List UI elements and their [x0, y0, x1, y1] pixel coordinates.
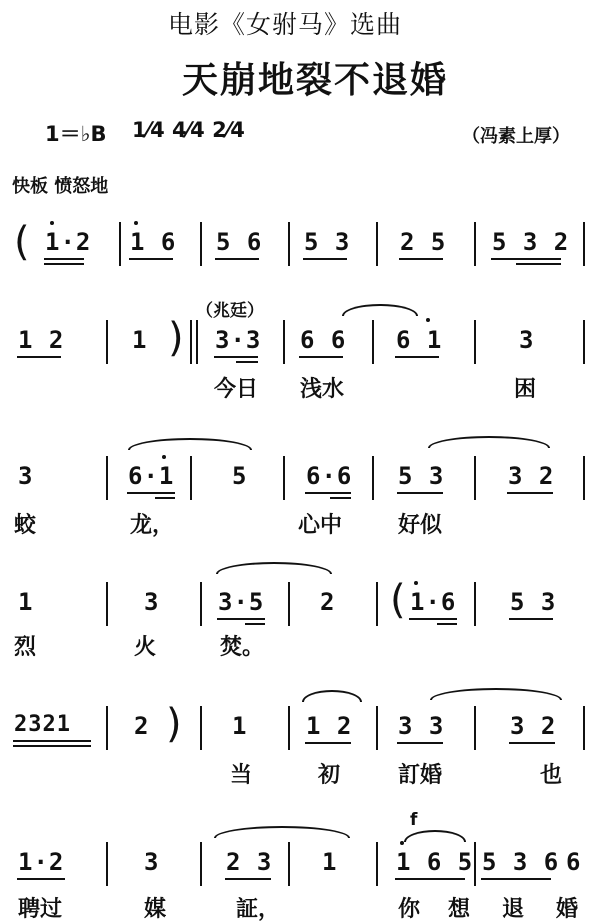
underline — [155, 497, 175, 499]
barline — [200, 706, 202, 750]
lyric: 当 — [230, 762, 253, 788]
slur — [214, 826, 350, 838]
underline — [225, 878, 271, 880]
repeat-paren-close: ) — [168, 315, 184, 361]
barline — [376, 706, 378, 750]
underline — [509, 742, 555, 744]
underline — [13, 740, 91, 742]
underline — [245, 623, 265, 625]
barline — [190, 456, 192, 500]
barline — [200, 842, 202, 886]
note-group: 3 2 — [510, 712, 557, 740]
underline — [44, 263, 84, 265]
underline — [397, 492, 443, 494]
note-group: 5 6 — [216, 228, 263, 256]
slur — [428, 436, 550, 448]
barline — [583, 320, 585, 364]
slur — [128, 438, 252, 450]
note-group: 1 — [232, 712, 248, 740]
note-group: 3 — [144, 588, 160, 616]
octave-dot — [134, 221, 138, 225]
note-group: 1 — [322, 848, 338, 876]
barline — [106, 706, 108, 750]
note-group: 1·6 — [410, 588, 457, 616]
note-group: 3 — [144, 848, 160, 876]
underline — [303, 258, 347, 260]
repeat-paren-open: ( — [14, 219, 30, 265]
barline — [583, 456, 585, 500]
octave-dot — [400, 841, 404, 845]
note-group: 3 — [18, 462, 34, 490]
slur — [404, 830, 466, 842]
note-group: 3·3 — [215, 326, 262, 354]
barline — [200, 222, 202, 266]
note-group: 1·2 — [45, 228, 92, 256]
barline — [288, 222, 290, 266]
note-group: 2 — [134, 712, 150, 740]
octave-dot — [50, 221, 54, 225]
lyric: 初 — [318, 762, 341, 788]
barline — [106, 456, 108, 500]
note-group: 5 3 6 — [482, 848, 560, 876]
barline — [283, 320, 285, 364]
slur — [430, 688, 562, 700]
barline — [376, 842, 378, 886]
underline — [509, 618, 553, 620]
lyric: 烈 — [14, 634, 37, 660]
barline — [288, 706, 290, 750]
note-group: 2 5 — [400, 228, 447, 256]
lyric: 也 — [540, 762, 563, 788]
repeat-paren-close: ) — [166, 701, 182, 747]
note-group: 1·2 — [18, 848, 65, 876]
credit: （冯素上厚） — [462, 126, 570, 147]
lyric: 你 — [398, 896, 421, 922]
slur — [216, 562, 332, 574]
note-group: 5 3 2 — [492, 228, 570, 256]
lyric: 困 — [514, 376, 537, 402]
underline — [215, 258, 259, 260]
lyric: 証， — [236, 896, 281, 922]
barline — [196, 320, 198, 364]
note-group: 3 — [519, 326, 535, 354]
barline — [119, 222, 121, 266]
song-title: 天崩地裂不退婚 — [182, 59, 449, 101]
barline — [474, 706, 476, 750]
lyric: 退 — [502, 896, 525, 922]
barline — [106, 582, 108, 626]
lyric: 蛟 — [14, 512, 37, 538]
slur — [302, 690, 362, 702]
underline — [305, 742, 351, 744]
barline — [106, 320, 108, 364]
barline — [190, 320, 192, 364]
note-group: 2 3 — [226, 848, 273, 876]
note-group: 1 6 — [130, 228, 177, 256]
underline — [409, 618, 457, 620]
barline — [283, 456, 285, 500]
underline — [127, 492, 175, 494]
page-subtitle: 电影《女驸马》选曲 — [168, 10, 403, 39]
underline — [516, 263, 561, 265]
underline — [217, 618, 265, 620]
underline — [397, 742, 443, 744]
note-group: 6 1 — [396, 326, 443, 354]
lyric: 火 — [134, 634, 157, 660]
note-group: 3 2 — [508, 462, 555, 490]
lyric: 媒 — [144, 896, 167, 922]
octave-dot — [414, 581, 418, 585]
barline — [474, 222, 476, 266]
octave-dot — [162, 455, 166, 459]
barline — [288, 842, 290, 886]
barline — [583, 706, 585, 750]
tempo-marking: 快板 愤怒地 — [12, 176, 109, 197]
lyric: 聘过 — [18, 896, 63, 922]
key-signature: 1＝♭B — [45, 122, 107, 146]
underline — [395, 878, 465, 880]
lyric: 想 — [448, 896, 471, 922]
note-group: 6·6 — [306, 462, 353, 490]
barline — [474, 456, 476, 500]
barline — [288, 582, 290, 626]
lyric: 好似 — [398, 512, 443, 538]
barline — [376, 582, 378, 626]
note-group: 1 — [132, 326, 148, 354]
underline — [491, 258, 561, 260]
underline — [17, 356, 61, 358]
underline — [507, 492, 553, 494]
underline — [44, 258, 84, 260]
lyric: 心中 — [298, 512, 343, 538]
note-group: 6 6 — [300, 326, 347, 354]
underline — [17, 878, 65, 880]
underline — [129, 258, 173, 260]
note-group: 5 — [232, 462, 248, 490]
underline — [299, 356, 343, 358]
note-group: 3·5 — [218, 588, 265, 616]
barline — [474, 582, 476, 626]
barline — [106, 842, 108, 886]
underline — [399, 258, 443, 260]
role-name: （兆廷） — [196, 301, 264, 321]
barline — [372, 456, 374, 500]
underline — [481, 878, 551, 880]
barline — [474, 320, 476, 364]
barline — [583, 222, 585, 266]
note-group: 5 3 — [398, 462, 445, 490]
barline — [376, 222, 378, 266]
barline — [474, 842, 476, 886]
lyric: 龙， — [130, 512, 175, 538]
note-group: 1 6 5 — [396, 848, 474, 876]
octave-dot — [426, 318, 430, 322]
barline — [372, 320, 374, 364]
lyric: 今日 — [214, 376, 259, 402]
underline — [214, 356, 258, 358]
underline — [437, 623, 457, 625]
underline — [305, 492, 351, 494]
underline — [236, 361, 258, 363]
lyric: 浅水 — [300, 376, 345, 402]
note-group: 1 2 — [18, 326, 65, 354]
underline — [13, 745, 91, 747]
note-group: 1 2 — [306, 712, 353, 740]
lyric: 訂婚 — [398, 762, 443, 788]
note-group: 3 3 — [398, 712, 445, 740]
slur — [342, 304, 418, 316]
underline — [395, 356, 439, 358]
note-group: 1 — [18, 588, 34, 616]
lyric: 婚 — [556, 896, 579, 922]
underline — [330, 497, 351, 499]
barline — [200, 582, 202, 626]
time-signature: 1⁄4 4⁄4 2⁄4 — [132, 118, 245, 142]
dynamic-marking: f — [410, 810, 418, 830]
note-group: 6 — [566, 848, 582, 876]
note-group: 6·1 — [128, 462, 175, 490]
lyric: 焚。 — [220, 634, 265, 660]
note-group: 5 3 — [510, 588, 557, 616]
note-group: 5 3 — [304, 228, 351, 256]
repeat-paren-open: ( — [390, 577, 406, 623]
note-group: 2321 — [14, 712, 71, 737]
note-group: 2 — [320, 588, 336, 616]
